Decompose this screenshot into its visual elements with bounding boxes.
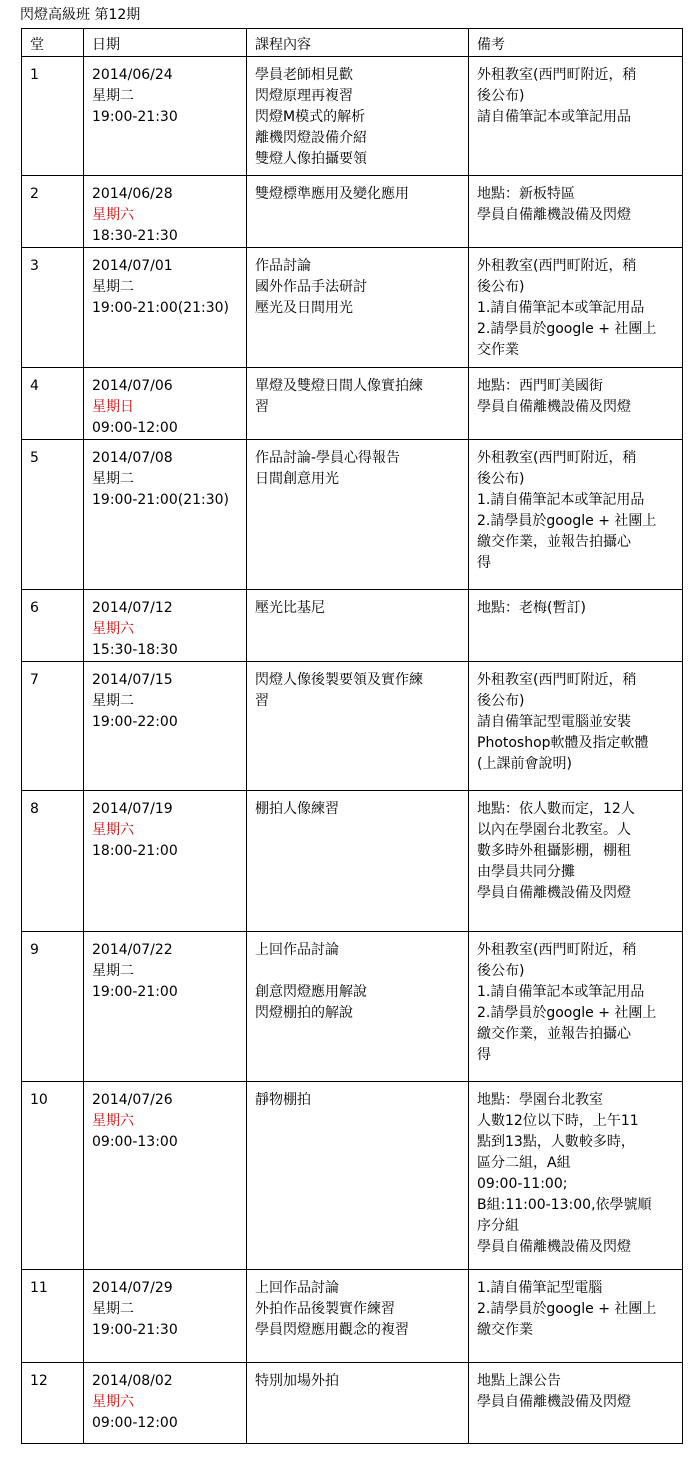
notes-line: 序分組 xyxy=(477,1218,519,1234)
notes-line: 後公布) xyxy=(477,693,525,709)
notes-line: 繳交作業 xyxy=(477,1322,533,1338)
session-number: 9 xyxy=(30,942,39,958)
content-line: 作品討論-學員心得報告 xyxy=(255,450,401,466)
session-number-cell xyxy=(22,57,84,176)
notes-line: 外租教室(西門町附近，稍 xyxy=(477,942,637,958)
notes-cell xyxy=(469,248,683,368)
session-time: 09:00-12:00 xyxy=(92,1415,178,1431)
session-number: 8 xyxy=(30,801,39,817)
session-number: 2 xyxy=(30,186,39,202)
session-number-cell xyxy=(22,932,84,1082)
notes-line: 地點：新板特區 xyxy=(477,186,575,202)
notes-line: 後公布) xyxy=(477,963,525,979)
notes-cell xyxy=(469,57,683,176)
notes-cell xyxy=(469,368,683,440)
session-date: 2014/07/08 xyxy=(92,450,173,466)
content-line: 雙燈人像拍攝要領 xyxy=(255,151,367,167)
date-cell xyxy=(84,1082,247,1270)
table-row xyxy=(22,248,683,368)
table-row xyxy=(22,1270,683,1363)
header-notes: 備考 xyxy=(469,29,683,57)
content-cell xyxy=(247,1363,469,1444)
session-date: 2014/07/29 xyxy=(92,1280,173,1296)
notes-cell xyxy=(469,1363,683,1444)
table-row xyxy=(22,932,683,1082)
content-cell xyxy=(247,1082,469,1270)
session-date: 2014/07/06 xyxy=(92,378,173,394)
content-cell xyxy=(247,57,469,176)
notes-cell xyxy=(469,932,683,1082)
content-line: 閃燈原理再複習 xyxy=(255,88,353,104)
session-weekday: 星期二 xyxy=(92,88,134,104)
table-row xyxy=(22,662,683,791)
session-time: 19:00-21:00(21:30) xyxy=(92,300,230,316)
notes-line: 外租教室(西門町附近，稍 xyxy=(477,67,637,83)
table-body xyxy=(22,57,683,1444)
date-cell xyxy=(84,1270,247,1363)
session-weekday: 星期六 xyxy=(92,621,134,637)
session-number: 11 xyxy=(30,1280,48,1296)
notes-line: 點到13點，人數較多時， xyxy=(477,1134,635,1150)
notes-line: 地點：依人數而定，12人 xyxy=(477,801,635,817)
content-cell xyxy=(247,440,469,590)
notes-line: 學員自備離機設備及閃燈 xyxy=(477,1239,631,1255)
date-cell xyxy=(84,440,247,590)
notes-line: 2.請學員於google + 社團上 xyxy=(477,1301,657,1317)
notes-line: 1.請自備筆記型電腦 xyxy=(477,1280,603,1296)
content-cell xyxy=(247,791,469,932)
table-row xyxy=(22,368,683,440)
session-number: 7 xyxy=(30,672,39,688)
table-header-row xyxy=(22,29,683,57)
content-line: 閃燈人像後製要領及實作練 xyxy=(255,672,423,688)
notes-line: 由學員共同分攤 xyxy=(477,864,575,880)
session-time: 18:30-21:30 xyxy=(92,228,178,244)
content-cell xyxy=(247,1270,469,1363)
content-line: 外拍作品後製實作練習 xyxy=(255,1301,395,1317)
date-cell xyxy=(84,176,247,248)
session-time: 09:00-13:00 xyxy=(92,1134,178,1150)
session-number-cell xyxy=(22,1082,84,1270)
notes-line: 地點上課公告 xyxy=(477,1373,561,1389)
content-line: 離機閃燈設備介紹 xyxy=(255,130,367,146)
session-date: 2014/07/12 xyxy=(92,600,173,616)
session-time: 18:00-21:00 xyxy=(92,843,178,859)
content-line: 學員閃燈應用觀念的複習 xyxy=(255,1322,409,1338)
notes-line: 1.請自備筆記本或筆記用品 xyxy=(477,984,645,1000)
notes-line: 1.請自備筆記本或筆記用品 xyxy=(477,300,645,316)
notes-line: 得 xyxy=(477,555,491,571)
session-number: 5 xyxy=(30,450,39,466)
content-line: 壓光及日間用光 xyxy=(255,300,353,316)
content-line: 特別加場外拍 xyxy=(255,1373,339,1389)
session-number: 6 xyxy=(30,600,39,616)
notes-line: 學員自備離機設備及閃燈 xyxy=(477,885,631,901)
notes-cell xyxy=(469,176,683,248)
session-number: 3 xyxy=(30,258,39,274)
notes-line: 地點：學園台北教室 xyxy=(477,1092,603,1108)
table-row xyxy=(22,1363,683,1444)
notes-line: 2.請學員於google + 社團上 xyxy=(477,513,657,529)
notes-line: 人數12位以下時，上午11 xyxy=(477,1113,639,1129)
session-number-cell xyxy=(22,248,84,368)
session-number-cell xyxy=(22,662,84,791)
content-line: 壓光比基尼 xyxy=(255,600,325,616)
session-date: 2014/07/15 xyxy=(92,672,173,688)
date-cell xyxy=(84,932,247,1082)
notes-cell xyxy=(469,791,683,932)
header-session: 堂 xyxy=(22,29,84,57)
table-row xyxy=(22,440,683,590)
notes-line: 地點：老梅(暫訂) xyxy=(477,600,586,616)
table-row xyxy=(22,176,683,248)
session-number: 10 xyxy=(30,1092,48,1108)
notes-line: 學員自備離機設備及閃燈 xyxy=(477,1394,631,1410)
content-line: 習 xyxy=(255,399,269,415)
notes-line: 外租教室(西門町附近，稍 xyxy=(477,450,637,466)
table-row xyxy=(22,57,683,176)
session-weekday: 星期二 xyxy=(92,279,134,295)
session-weekday: 星期六 xyxy=(92,1394,134,1410)
session-weekday: 星期二 xyxy=(92,963,134,979)
session-time: 09:00-12:00 xyxy=(92,420,178,436)
notes-line: 交作業 xyxy=(477,342,519,358)
notes-line: (上課前會說明) xyxy=(477,756,572,772)
session-time: 15:30-18:30 xyxy=(92,642,178,658)
notes-line: 後公布) xyxy=(477,471,525,487)
notes-cell xyxy=(469,1270,683,1363)
session-date: 2014/06/24 xyxy=(92,67,173,83)
notes-line: 以內在學園台北教室。人 xyxy=(477,822,631,838)
notes-line: 繳交作業，並報告拍攝心 xyxy=(477,534,631,550)
content-line xyxy=(255,961,460,982)
session-time: 19:00-21:00(21:30) xyxy=(92,492,230,508)
session-date: 2014/06/28 xyxy=(92,186,173,202)
content-line: 閃燈棚拍的解說 xyxy=(255,1005,353,1021)
session-time: 19:00-21:30 xyxy=(92,1322,178,1338)
session-number: 12 xyxy=(30,1373,48,1389)
notes-line: 外租教室(西門町附近，稍 xyxy=(477,258,637,274)
session-number: 4 xyxy=(30,378,39,394)
session-weekday: 星期日 xyxy=(92,399,134,415)
content-line: 日間創意用光 xyxy=(255,471,339,487)
document-title: 閃燈高級班 第12期 xyxy=(20,7,141,23)
content-cell xyxy=(247,590,469,662)
session-date: 2014/07/01 xyxy=(92,258,173,274)
content-line: 作品討論 xyxy=(255,258,311,274)
session-weekday: 星期六 xyxy=(92,207,134,223)
session-number-cell xyxy=(22,590,84,662)
session-number-cell xyxy=(22,1270,84,1363)
notes-line: 請自備筆記本或筆記用品 xyxy=(477,109,631,125)
notes-line: B組:11:00-13:00,依學號順 xyxy=(477,1197,652,1213)
date-cell xyxy=(84,368,247,440)
session-time: 19:00-21:00 xyxy=(92,984,178,1000)
notes-line: 請自備筆記型電腦並安裝 xyxy=(477,714,631,730)
notes-line: 地點：西門町美國街 xyxy=(477,378,603,394)
notes-line: 後公布) xyxy=(477,279,525,295)
content-line: 創意閃燈應用解說 xyxy=(255,984,367,1000)
session-number-cell xyxy=(22,368,84,440)
session-weekday: 星期六 xyxy=(92,1113,134,1129)
table-row xyxy=(22,1082,683,1270)
session-weekday: 星期二 xyxy=(92,1301,134,1317)
session-date: 2014/07/22 xyxy=(92,942,173,958)
session-date: 2014/07/26 xyxy=(92,1092,173,1108)
content-cell xyxy=(247,176,469,248)
content-line: 靜物棚拍 xyxy=(255,1092,311,1108)
content-cell xyxy=(247,932,469,1082)
table-row xyxy=(22,791,683,932)
session-weekday: 星期二 xyxy=(92,693,134,709)
session-number: 1 xyxy=(30,67,39,83)
date-cell xyxy=(84,791,247,932)
notes-line: 1.請自備筆記本或筆記用品 xyxy=(477,492,645,508)
content-line: 學員老師相見歡 xyxy=(255,67,353,83)
notes-line: 得 xyxy=(477,1047,491,1063)
content-line: 上回作品討論 xyxy=(255,942,339,958)
session-date: 2014/07/19 xyxy=(92,801,173,817)
notes-line: 學員自備離機設備及閃燈 xyxy=(477,399,631,415)
table-row xyxy=(22,590,683,662)
content-line: 國外作品手法研討 xyxy=(255,279,367,295)
notes-cell xyxy=(469,1082,683,1270)
date-cell xyxy=(84,248,247,368)
header-content: 課程內容 xyxy=(247,29,469,57)
notes-cell xyxy=(469,662,683,791)
session-number-cell xyxy=(22,440,84,590)
notes-line: 學員自備離機設備及閃燈 xyxy=(477,207,631,223)
content-line: 雙燈標準應用及變化應用 xyxy=(255,186,409,202)
content-cell xyxy=(247,662,469,791)
header-date: 日期 xyxy=(84,29,247,57)
notes-line: 繳交作業，並報告拍攝心 xyxy=(477,1026,631,1042)
content-line: 習 xyxy=(255,693,269,709)
session-number-cell xyxy=(22,791,84,932)
content-line: 上回作品討論 xyxy=(255,1280,339,1296)
notes-cell xyxy=(469,440,683,590)
content-cell xyxy=(247,368,469,440)
content-line: 棚拍人像練習 xyxy=(255,801,339,817)
notes-cell xyxy=(469,590,683,662)
session-number-cell xyxy=(22,176,84,248)
notes-line: 後公布) xyxy=(477,88,525,104)
session-number-cell xyxy=(22,1363,84,1444)
date-cell xyxy=(84,662,247,791)
notes-line: 外租教室(西門町附近，稍 xyxy=(477,672,637,688)
session-weekday: 星期六 xyxy=(92,822,134,838)
content-line: 閃燈M模式的解析 xyxy=(255,109,366,125)
notes-line: 2.請學員於google + 社團上 xyxy=(477,321,657,337)
content-cell xyxy=(247,248,469,368)
date-cell xyxy=(84,57,247,176)
schedule-table xyxy=(21,28,683,1444)
notes-line: Photoshop軟體及指定軟體 xyxy=(477,735,649,751)
notes-line: 09:00-11:00; xyxy=(477,1176,568,1192)
date-cell xyxy=(84,1363,247,1444)
session-weekday: 星期二 xyxy=(92,471,134,487)
content-line: 單燈及雙燈日間人像實拍練 xyxy=(255,378,423,394)
notes-line: 2.請學員於google + 社團上 xyxy=(477,1005,657,1021)
session-time: 19:00-21:30 xyxy=(92,109,178,125)
session-time: 19:00-22:00 xyxy=(92,714,178,730)
notes-line: 區分二組，A組 xyxy=(477,1155,571,1171)
date-cell xyxy=(84,590,247,662)
notes-line: 數多時外租攝影棚，棚租 xyxy=(477,843,631,859)
session-date: 2014/08/02 xyxy=(92,1373,173,1389)
